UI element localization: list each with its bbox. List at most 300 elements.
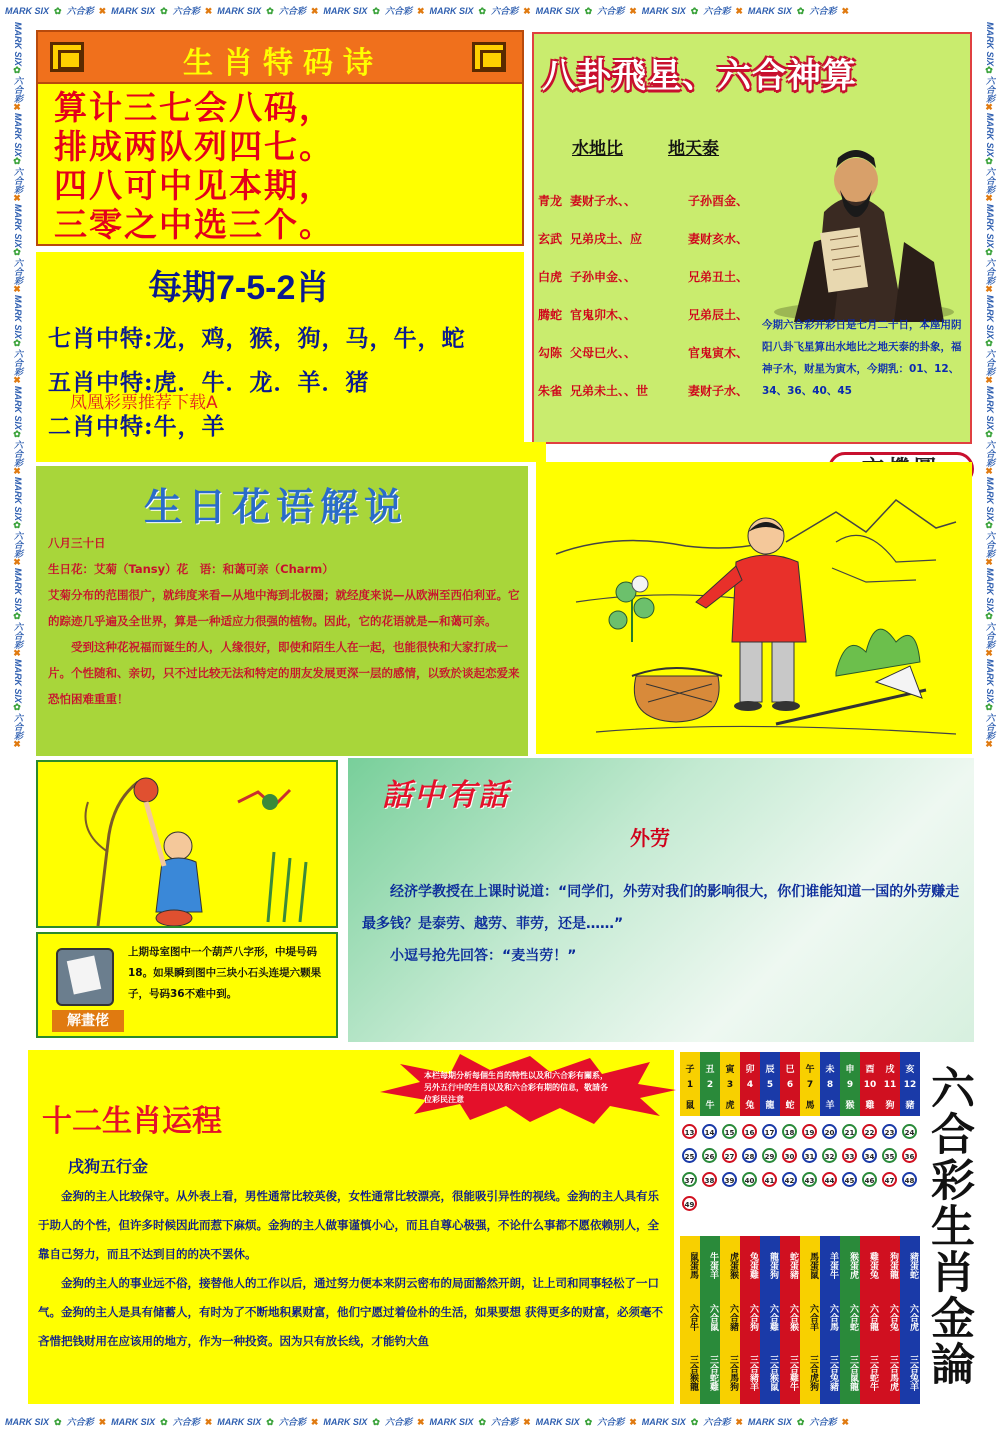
clover-icon: ✿	[54, 1417, 62, 1427]
border-mark: MARK SIX	[111, 1417, 156, 1427]
table-he1-cell: 羊蛋牛	[828, 1251, 838, 1279]
table-animal-cell: 雞	[865, 1101, 875, 1111]
gua-cell: 兄弟未土、、世	[570, 384, 649, 398]
clover-icon: ✿	[13, 66, 23, 77]
clover-icon: ✿	[985, 66, 995, 77]
table-he3-cell: 三合鼠龍	[848, 1355, 858, 1391]
table-he2-cell: 六合蛇	[848, 1303, 858, 1331]
table-zodiac-cell: 辰	[765, 1065, 775, 1075]
number-ball: 44	[822, 1172, 837, 1187]
table-column	[880, 1052, 900, 1404]
border-mark: MARK SIX	[217, 6, 262, 16]
clover-icon: ✿	[985, 157, 995, 168]
table-animal-cell: 馬	[805, 1101, 815, 1111]
gua-cell: 青龙	[538, 194, 563, 208]
border-mark: 六合彩	[384, 1417, 412, 1427]
border-mark: 六合彩	[809, 6, 837, 16]
gua-cell: 父母巳火、、	[570, 346, 637, 360]
table-number-cell: 8	[826, 1080, 834, 1090]
table-zodiac-cell: 戌	[885, 1065, 895, 1075]
cross-icon: ✖	[13, 558, 23, 569]
table-he3-cell: 三合蛇雞	[708, 1355, 718, 1391]
cross-icon: ✖	[985, 558, 995, 569]
zodiac-five: 五肖中特:虎．牛．龙．羊．猪	[48, 369, 370, 396]
number-ball: 31	[802, 1148, 817, 1163]
table-animal-cell: 蛇	[785, 1101, 795, 1111]
hoe	[776, 666, 926, 724]
table-column	[740, 1052, 760, 1404]
border-mark: 六合彩	[172, 6, 200, 16]
border-mark: 六合彩	[809, 1417, 837, 1427]
table-animal-cell: 鼠	[685, 1101, 695, 1111]
cross-icon: ✖	[985, 467, 995, 478]
gua-cell: 朱雀	[538, 384, 563, 398]
gua-cell: 官鬼卯木、、	[570, 308, 637, 322]
number-ball: 15	[722, 1124, 737, 1139]
border-mark: MARK SIX	[111, 6, 156, 16]
border-mark: MARK SIX	[641, 6, 686, 16]
border-mark: 六合彩	[384, 6, 412, 16]
cross-icon: ✖	[629, 6, 637, 16]
cross-icon: ✖	[204, 1417, 213, 1427]
border-mark: 六合彩	[985, 713, 995, 741]
poem-line: 排成两队列四七。	[54, 127, 334, 166]
table-number-cell: 10	[863, 1080, 877, 1090]
clover-icon: ✿	[54, 6, 62, 16]
table-he1-cell: 馬蛋鼠	[808, 1251, 818, 1279]
clover-icon: ✿	[372, 1417, 380, 1427]
fortune-title: 十二生肖运程	[42, 1104, 222, 1139]
border-mark: 六合彩	[985, 349, 995, 377]
clover-icon: ✿	[985, 521, 995, 532]
table-number-cell: 9	[846, 1080, 854, 1090]
clover-icon: ✿	[13, 612, 23, 623]
table-column	[900, 1052, 920, 1404]
border-mark: MARK SIX	[217, 1417, 262, 1427]
number-ball: 19	[802, 1124, 817, 1139]
joke-title: 話中有話	[382, 778, 510, 813]
table-he1-cell: 虎蛋猴	[728, 1251, 738, 1279]
border-right	[972, 22, 998, 1411]
border-mark: MARK SIX	[323, 1417, 368, 1427]
number-ball: 24	[902, 1124, 917, 1139]
table-he3-cell: 三合猴龍	[688, 1355, 698, 1391]
cross-icon: ✖	[13, 194, 23, 205]
zodiac-number-table	[680, 1052, 920, 1404]
gua-cell: 子孙酉金、	[688, 194, 749, 208]
border-mark: MARK SIX	[5, 6, 50, 16]
number-ball: 40	[742, 1172, 757, 1187]
cross-icon: ✖	[841, 1417, 849, 1427]
joke-subtitle: 外劳	[630, 826, 670, 850]
border-mark: 六合彩	[13, 349, 23, 377]
border-mark: 六合彩	[491, 6, 519, 16]
number-ball: 21	[842, 1124, 857, 1139]
border-mark: 六合彩	[13, 622, 23, 650]
border-mark: MARK SIX	[13, 22, 23, 67]
border-mark: 六合彩	[278, 6, 306, 16]
number-ball: 47	[882, 1172, 897, 1187]
table-zodiac-cell: 午	[805, 1065, 815, 1075]
number-ball: 17	[762, 1124, 777, 1139]
border-mark: 六合彩	[66, 1417, 94, 1427]
clover-icon: ✿	[13, 157, 23, 168]
table-he3-cell: 三合猴鼠	[768, 1355, 778, 1391]
table-column	[840, 1052, 860, 1404]
number-ball: 39	[722, 1172, 737, 1187]
table-animal-cell: 羊	[825, 1101, 835, 1111]
border-mark: MARK SIX	[985, 386, 995, 431]
table-column	[680, 1052, 700, 1404]
flower-paragraph-2: 受到这种花祝福而诞生的人，人缘很好，即使和陌生人在一起，也能很快和大家打成一片。个性随和、亲切，只不过比较无法和特定的朋友发展更深一层的感情，以致於谈起恋爱来恐怕困难重重！	[48, 640, 520, 706]
clover-icon: ✿	[13, 339, 23, 350]
cross-icon: ✖	[416, 1417, 425, 1427]
number-ball: 23	[882, 1124, 897, 1139]
table-number-cell: 4	[746, 1080, 754, 1090]
cross-icon: ✖	[985, 376, 995, 387]
border-mark: MARK SIX	[429, 1417, 474, 1427]
cross-icon: ✖	[523, 1417, 531, 1427]
flower-panel	[36, 466, 528, 756]
table-number-cell: 5	[766, 1080, 774, 1090]
table-zodiac-cell: 酉	[865, 1065, 875, 1075]
cross-icon: ✖	[98, 1417, 107, 1427]
flower-plant	[609, 576, 654, 642]
clover-icon: ✿	[690, 6, 699, 16]
border-mark: MARK SIX	[13, 113, 23, 158]
table-zodiac-cell: 申	[845, 1065, 855, 1075]
poem-body	[36, 84, 524, 246]
number-ball: 26	[702, 1148, 717, 1163]
flower-title: 生日花语解说	[144, 484, 409, 529]
cross-icon: ✖	[841, 6, 849, 16]
gua-cell: 子孙申金、、	[570, 270, 637, 284]
border-mark: 六合彩	[13, 258, 23, 286]
zodiac-panel	[36, 252, 524, 442]
border-mark: MARK SIX	[323, 6, 368, 16]
border-mark: 六合彩	[491, 1417, 519, 1427]
cross-icon: ✖	[985, 103, 995, 114]
riddle-badge: 解畫佬	[52, 1010, 124, 1032]
number-ball: 36	[902, 1148, 917, 1163]
cross-icon: ✖	[310, 6, 319, 16]
clover-icon: ✿	[584, 1417, 593, 1427]
border-mark: 六合彩	[597, 6, 625, 16]
zodiac-ad-link[interactable]: 凤凰彩票推荐下载A	[70, 393, 218, 413]
table-he3-cell: 三合豬羊	[748, 1355, 758, 1391]
table-he1-cell: 雞蛋兔	[868, 1251, 878, 1279]
table-zodiac-cell: 巳	[785, 1065, 795, 1075]
gua-cell: 妻财亥水、	[688, 232, 749, 246]
border-mark: MARK SIX	[535, 1417, 580, 1427]
cross-icon: ✖	[416, 6, 425, 16]
cross-icon: ✖	[13, 467, 23, 478]
table-number-cell: 11	[883, 1080, 897, 1090]
table-he3-cell: 三合馬狗	[728, 1355, 738, 1391]
clover-icon: ✿	[985, 339, 995, 350]
number-ball: 27	[722, 1148, 737, 1163]
table-animal-cell: 豬	[905, 1101, 915, 1111]
border-mark: 六合彩	[985, 167, 995, 195]
table-he1-cell: 豬蛋蛇	[908, 1251, 918, 1279]
flower-date: 八月三十日	[48, 536, 106, 550]
border-mark: 六合彩	[278, 1417, 306, 1427]
bagua-title: 八卦飛星、六合神算	[542, 56, 857, 96]
joke-paragraph-2: 小逗号抢先回答：“麦当劳！”	[390, 948, 577, 964]
picture-boy	[36, 760, 338, 928]
poem-line: 四八可中见本期，	[54, 166, 334, 205]
cross-icon: ✖	[98, 6, 107, 16]
number-ball: 42	[782, 1172, 797, 1187]
number-ball: 38	[702, 1172, 717, 1187]
poem-mark-right	[472, 42, 506, 72]
clover-icon: ✿	[985, 248, 995, 259]
border-mark: 六合彩	[13, 76, 23, 104]
border-mark: MARK SIX	[641, 1417, 686, 1427]
number-ball: 28	[742, 1148, 757, 1163]
vertical-title: 六合彩生肖金論	[923, 1065, 974, 1387]
cross-icon: ✖	[985, 649, 995, 660]
table-he2-cell: 六合鼠	[708, 1303, 718, 1331]
cross-icon: ✖	[523, 6, 531, 16]
border-mark: 六合彩	[985, 76, 995, 104]
border-left	[0, 22, 26, 1411]
clover-icon: ✿	[690, 1417, 699, 1427]
joke-panel	[348, 758, 974, 1042]
border-mark: MARK SIX	[13, 204, 23, 249]
gua-cell: 勾陈	[538, 346, 563, 360]
clover-icon: ✿	[985, 430, 995, 441]
border-mark: 六合彩	[703, 6, 731, 16]
riddle-panel	[36, 932, 338, 1038]
sage-figure-illustration	[754, 122, 954, 322]
gua-name-2: 地天泰	[668, 139, 719, 159]
joke-text	[362, 876, 962, 972]
table-he1-cell: 牛蛋羊	[708, 1251, 718, 1279]
border-mark: 六合彩	[985, 531, 995, 559]
border-mark: MARK SIX	[985, 659, 995, 704]
gua-name-1: 水地比	[572, 139, 623, 159]
table-number-cell: 12	[903, 1080, 917, 1090]
joke-paragraph-1: 经济学教授在上课时说道：“同学们，外劳对我们的影响很大，你们谁能知道一国的外劳赚走最多钱？是泰劳、越劳、菲劳，还是……”	[362, 884, 960, 932]
border-mark: MARK SIX	[747, 1417, 792, 1427]
table-animal-cell: 狗	[885, 1101, 895, 1111]
gua-cell: 白虎	[538, 270, 563, 284]
cross-icon: ✖	[204, 6, 213, 16]
border-mark: 六合彩	[13, 440, 23, 468]
clover-icon: ✿	[796, 1417, 805, 1427]
border-mark: MARK SIX	[13, 659, 23, 704]
poem-mark-left	[50, 42, 84, 72]
table-number-cell: 7	[806, 1080, 814, 1090]
flower-text	[48, 530, 524, 712]
border-mark: MARK SIX	[13, 386, 23, 431]
number-ball: 22	[862, 1124, 877, 1139]
table-zodiac-cell: 子	[685, 1065, 695, 1075]
poem-line: 算计三七会八码，	[54, 88, 334, 127]
table-he1-cell: 龍蛋狗	[768, 1251, 778, 1279]
table-he2-cell: 六合猴	[788, 1303, 798, 1331]
number-ball: 45	[842, 1172, 857, 1187]
number-ball: 30	[782, 1148, 797, 1163]
border-right-text	[979, 22, 998, 750]
riddle-text: 上期母室图中一个葫芦八字形，中堤号码18。如果瞬到图中三块小石头连堤六颗果子，号码36不难中到。	[128, 946, 322, 1000]
number-ball: 35	[882, 1148, 897, 1163]
table-he3-cell: 三合蛇牛	[868, 1355, 878, 1391]
table-he2-cell: 六合虎	[908, 1303, 918, 1331]
border-mark: 六合彩	[985, 622, 995, 650]
border-mark: 六合彩	[703, 1417, 731, 1427]
table-he2-cell: 六合狗	[748, 1303, 758, 1331]
cross-icon: ✖	[13, 285, 23, 296]
border-left-text	[7, 22, 26, 750]
table-he3-cell: 三合兔羊	[908, 1355, 918, 1391]
table-number-cell: 3	[726, 1080, 734, 1090]
clover-icon: ✿	[13, 521, 23, 532]
table-column	[700, 1052, 720, 1404]
border-mark: 六合彩	[597, 1417, 625, 1427]
table-animal-cell: 猴	[845, 1101, 855, 1111]
fortune-text	[38, 1182, 670, 1356]
zodiac-two: 二肖中特:牛，羊	[48, 413, 226, 440]
table-he3-cell: 三合馬虎	[888, 1355, 898, 1391]
table-he2-cell: 六合兔	[888, 1303, 898, 1331]
cross-icon: ✖	[985, 194, 995, 205]
cross-icon: ✖	[629, 1417, 637, 1427]
border-mark: MARK SIX	[985, 113, 995, 158]
gua-cell: 妻财子水、、	[570, 194, 637, 208]
table-zodiac-cell: 亥	[905, 1065, 915, 1075]
table-he1-cell: 兔蛋雞	[748, 1251, 758, 1279]
number-ball: 46	[862, 1172, 877, 1187]
table-animal-cell: 兔	[745, 1101, 755, 1111]
table-he3-cell: 三合雞牛	[788, 1355, 798, 1391]
cross-icon: ✖	[985, 740, 995, 751]
border-mark: 六合彩	[172, 1417, 200, 1427]
border-mark: 六合彩	[985, 440, 995, 468]
farmer-illustration	[536, 462, 972, 754]
number-ball: 41	[762, 1172, 777, 1187]
border-mark: MARK SIX	[5, 1417, 50, 1427]
border-mark: MARK SIX	[985, 295, 995, 340]
number-ball: 13	[682, 1124, 697, 1139]
border-mark: 六合彩	[13, 167, 23, 195]
clover-icon: ✿	[985, 612, 995, 623]
number-ball: 43	[802, 1172, 817, 1187]
poem-title: 生肖特码诗	[183, 46, 383, 81]
bagua-description: 今期六合彩开彩日是七月二十日，本座用阴阳八卦飞星算出水地比之地天泰的卦象，福神子木，财星为寅木，今期乳：01、12、34、36、40、45	[762, 319, 962, 397]
bagua-panel	[532, 32, 972, 444]
fortune-paragraph-1: 金狗的主人比较保守。从外表上看，男性通常比较英俊，女性通常比较漂亮，很能吸引异性的视线。金狗的主人具有乐于助人的个性，但许多时候因此而惹下麻烦。金狗的主人做事谨慎小心，而且自尊心极强，不论什么事都不愿依赖别人，全靠自己努力，而且不达到目的的决不罢休。	[38, 1189, 659, 1261]
zodiac-seven: 七肖中特:龙，鸡，猴，狗，马，牛，蛇	[48, 325, 466, 352]
table-column	[800, 1052, 820, 1404]
number-ball: 25	[682, 1148, 697, 1163]
gua-cell: 兄弟辰土、	[688, 308, 749, 322]
flower-paragraph-1: 艾菊分布的范围很广，就纬度来看—从地中海到北极圈；就经度来说—从欧洲至西伯利亚。它的踪迹几乎遍及全世界，算是一种适应力很强的植物。因此，它的花语就是—和蔼可亲。	[48, 588, 520, 628]
table-he3-cell: 三合兔豬	[828, 1355, 838, 1391]
picture-farmer	[536, 462, 972, 754]
table-he3-cell: 三合虎狗	[808, 1355, 818, 1391]
gua-cell: 官鬼寅木、	[688, 346, 749, 360]
zodiac-title: 每期7-5-2肖	[148, 269, 330, 307]
cross-icon: ✖	[735, 1417, 743, 1427]
clover-icon: ✿	[796, 6, 805, 16]
fortune-paragraph-2: 金狗的主人的事业远不俗，接替他人的工作以后，通过努力便本来阴云密布的局面豁然开朗，让上司和同事轻松了一口气。金狗的主人是具有储蓄人，有时为了不断地积累财富，他们宁愿过着俭朴的生活，如果要想 获得更多的财富，必须毫不吝惜把钱财用在应该用的地方，作为一种投资。因为只有放长线，才能钓大鱼	[38, 1276, 663, 1348]
clover-icon: ✿	[13, 248, 23, 259]
border-mark: MARK SIX	[429, 6, 474, 16]
table-column	[820, 1052, 840, 1404]
table-column	[720, 1052, 740, 1404]
border-mark: MARK SIX	[13, 477, 23, 522]
border-mark: MARK SIX	[985, 204, 995, 249]
poem-header	[36, 30, 524, 84]
clover-icon: ✿	[13, 703, 23, 714]
border-mark: 六合彩	[13, 531, 23, 559]
number-ball: 20	[822, 1124, 837, 1139]
gua-cell: 妻财子水、	[688, 384, 749, 398]
clover-icon: ✿	[266, 1417, 274, 1427]
border-top	[0, 0, 998, 22]
poem-line: 三零之中选三个。	[54, 205, 334, 244]
clover-icon: ✿	[478, 1417, 487, 1427]
clover-icon: ✿	[266, 6, 274, 16]
clover-icon: ✿	[478, 6, 487, 16]
border-mark: MARK SIX	[13, 295, 23, 340]
number-ball: 49	[682, 1196, 697, 1211]
number-ball: 14	[702, 1124, 717, 1139]
number-ball: 33	[842, 1148, 857, 1163]
border-mark: MARK SIX	[747, 6, 792, 16]
table-zodiac-cell: 寅	[725, 1065, 735, 1075]
table-zodiac-cell: 卯	[745, 1065, 755, 1075]
table-he1-cell: 蛇蛋豬	[788, 1251, 798, 1279]
table-he2-cell: 六合羊	[808, 1303, 818, 1331]
clover-icon: ✿	[13, 430, 23, 441]
number-ball: 16	[742, 1124, 757, 1139]
gua-cell: 玄武	[538, 232, 563, 246]
flower-line1: 生日花：艾菊（Tansy）花 语：和蔼可亲（Charm）	[48, 562, 334, 576]
gua-cell: 兄弟丑土、	[688, 270, 749, 284]
boy-illustration	[38, 762, 336, 926]
table-number-cell: 2	[706, 1080, 714, 1090]
table-column	[860, 1052, 880, 1404]
border-mark: 六合彩	[13, 713, 23, 741]
gua-cell: 腾蛇	[538, 308, 563, 322]
table-number-cell: 6	[786, 1080, 794, 1090]
starburst-text: 本栏每期分析每個生肖的特性以及和六合彩有關系，另外五行中的生肖以及和六合彩有期的信息，敬請各位彩民注意	[424, 1071, 608, 1104]
table-zodiac-cell: 未	[825, 1065, 835, 1075]
table-he1-cell: 狗蛋龍	[888, 1251, 898, 1279]
gua-cell: 兄弟戌土、应	[570, 232, 643, 246]
basket	[632, 668, 722, 722]
border-bottom	[0, 1411, 998, 1433]
table-he2-cell: 六合雞	[768, 1303, 778, 1331]
border-mark: MARK SIX	[985, 477, 995, 522]
border-mark: 六合彩	[985, 258, 995, 286]
document-icon	[56, 948, 114, 1006]
table-zodiac-cell: 丑	[705, 1065, 715, 1075]
zodiac-panel-extension	[36, 442, 546, 462]
table-number-cell: 1	[686, 1080, 694, 1090]
table-animal-cell: 龍	[765, 1101, 775, 1111]
number-ball: 29	[762, 1148, 777, 1163]
table-animal-cell: 虎	[725, 1101, 735, 1111]
table-column	[780, 1052, 800, 1404]
clover-icon: ✿	[372, 6, 380, 16]
table-animal-cell: 牛	[705, 1101, 715, 1111]
cross-icon: ✖	[310, 1417, 319, 1427]
cross-icon: ✖	[985, 285, 995, 296]
